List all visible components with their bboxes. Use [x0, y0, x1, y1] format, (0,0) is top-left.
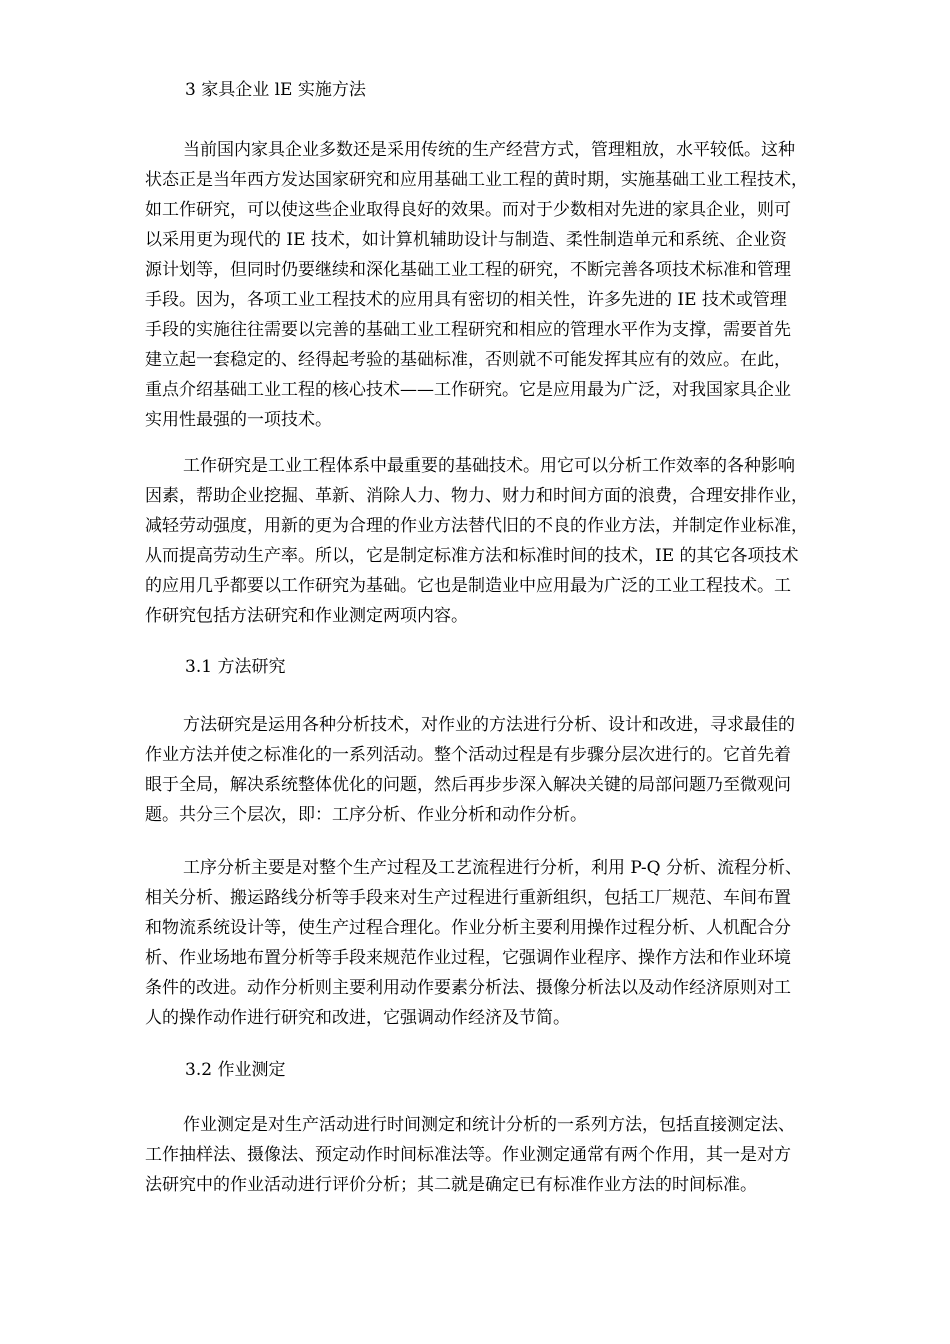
text-line: 因素，帮助企业挖掘、革新、消除人力、物力、财力和时间方面的浪费，合理安排作业，	[145, 486, 808, 506]
text-line: 手段。因为，各项工业工程技术的应用具有密切的相关性，许多先进的 IE 技术或管理	[145, 290, 787, 310]
text-line: 和物流系统设计等，使生产过程合理化。作业分析主要利用操作过程分析、人机配合分	[145, 918, 791, 938]
text-line: 减轻劳动强度，用新的更为合理的作业方法替代旧的不良的作业方法，并制定作业标准，	[145, 516, 808, 536]
text-line: 源计划等，但同时仍要继续和深化基础工业工程的研究，不断完善各项技术标准和管理	[145, 260, 791, 280]
text-line: 状态正是当年西方发达国家研究和应用基础工业工程的黄时期，实施基础工业工程技术，	[145, 170, 808, 190]
text-line: 作业方法并使之标准化的一系列活动。整个活动过程是有步骤分层次进行的。它首先着	[145, 745, 791, 765]
text-line: 工作研究是工业工程体系中最重要的基础技术。用它可以分析工作效率的各种影响	[183, 456, 795, 476]
text-line: 相关分析、搬运路线分析等手段来对生产过程进行重新组织，包括工厂规范、车间布置	[145, 888, 791, 908]
text-line: 作研究包括方法研究和作业测定两项内容。	[145, 606, 468, 626]
text-line: 手段的实施往往需要以完善的基础工业工程研究和相应的管理水平作为支撑，需要首先	[145, 320, 791, 340]
text-line: 条件的改进。动作分析则主要利用动作要素分析法、摄像分析法以及动作经济原则对工	[145, 978, 791, 998]
text-line: 眼于全局，解决系统整体优化的问题，然后再步步深入解决关键的局部问题乃至微观问	[145, 775, 791, 795]
subsection-heading-work-measurement: 3.2 作业测定	[185, 1060, 286, 1080]
text-line: 人的操作动作进行研究和改进，它强调动作经济及节简。	[145, 1008, 570, 1028]
subsection-heading-method-study: 3.1 方法研究	[185, 657, 286, 677]
paragraph-process-analysis	[145, 853, 873, 1033]
text-line: 法研究中的作业活动进行评价分析；其二就是确定已有标准作业方法的时间标准。	[145, 1175, 757, 1195]
text-line: 方法研究是运用各种分析技术，对作业的方法进行分析、设计和改进，寻求最佳的	[183, 715, 795, 735]
paragraph-work-measurement	[145, 1110, 873, 1200]
text-line: 重点介绍基础工业工程的核心技术——工作研究。它是应用最为广泛，对我国家具企业	[145, 380, 791, 400]
text-line: 当前国内家具企业多数还是采用传统的生产经营方式，管理粗放，水平较低。这种	[183, 140, 795, 160]
text-line: 题。共分三个层次，即：工序分析、作业分析和动作分析。	[145, 805, 587, 825]
text-line: 建立起一套稳定的、经得起考验的基础标准，否则就不可能发挥其应有的效应。在此，	[145, 350, 791, 370]
text-line: 从而提高劳动生产率。所以，它是制定标准方法和标准时间的技术，IE 的其它各项技术	[145, 546, 799, 566]
section-heading: 3 家具企业 lE 实施方法	[185, 80, 366, 100]
paragraph-implementation-overview	[145, 135, 873, 435]
text-line: 工作抽样法、摄像法、预定动作时间标准法等。作业测定通常有两个作用，其一是对方	[145, 1145, 791, 1165]
text-line: 如工作研究，可以使这些企业取得良好的效果。而对于少数相对先进的家具企业，则可	[145, 200, 791, 220]
text-line: 的应用几乎都要以工作研究为基础。它也是制造业中应用最为广泛的工业工程技术。工	[145, 576, 791, 596]
paragraph-method-study	[145, 710, 873, 830]
text-line: 析、作业场地布置分析等手段来规范作业过程，它强调作业程序、操作方法和作业环境	[145, 948, 791, 968]
text-line: 实用性最强的一项技术。	[145, 410, 332, 430]
text-line: 作业测定是对生产活动进行时间测定和统计分析的一系列方法，包括直接测定法、	[183, 1115, 795, 1135]
text-line: 工序分析主要是对整个生产过程及工艺流程进行分析，利用 P-Q 分析、流程分析、	[183, 858, 802, 878]
paragraph-work-study	[145, 451, 873, 631]
text-line: 以采用更为现代的 IE 技术，如计算机辅助设计与制造、柔性制造单元和系统、企业资	[145, 230, 787, 250]
